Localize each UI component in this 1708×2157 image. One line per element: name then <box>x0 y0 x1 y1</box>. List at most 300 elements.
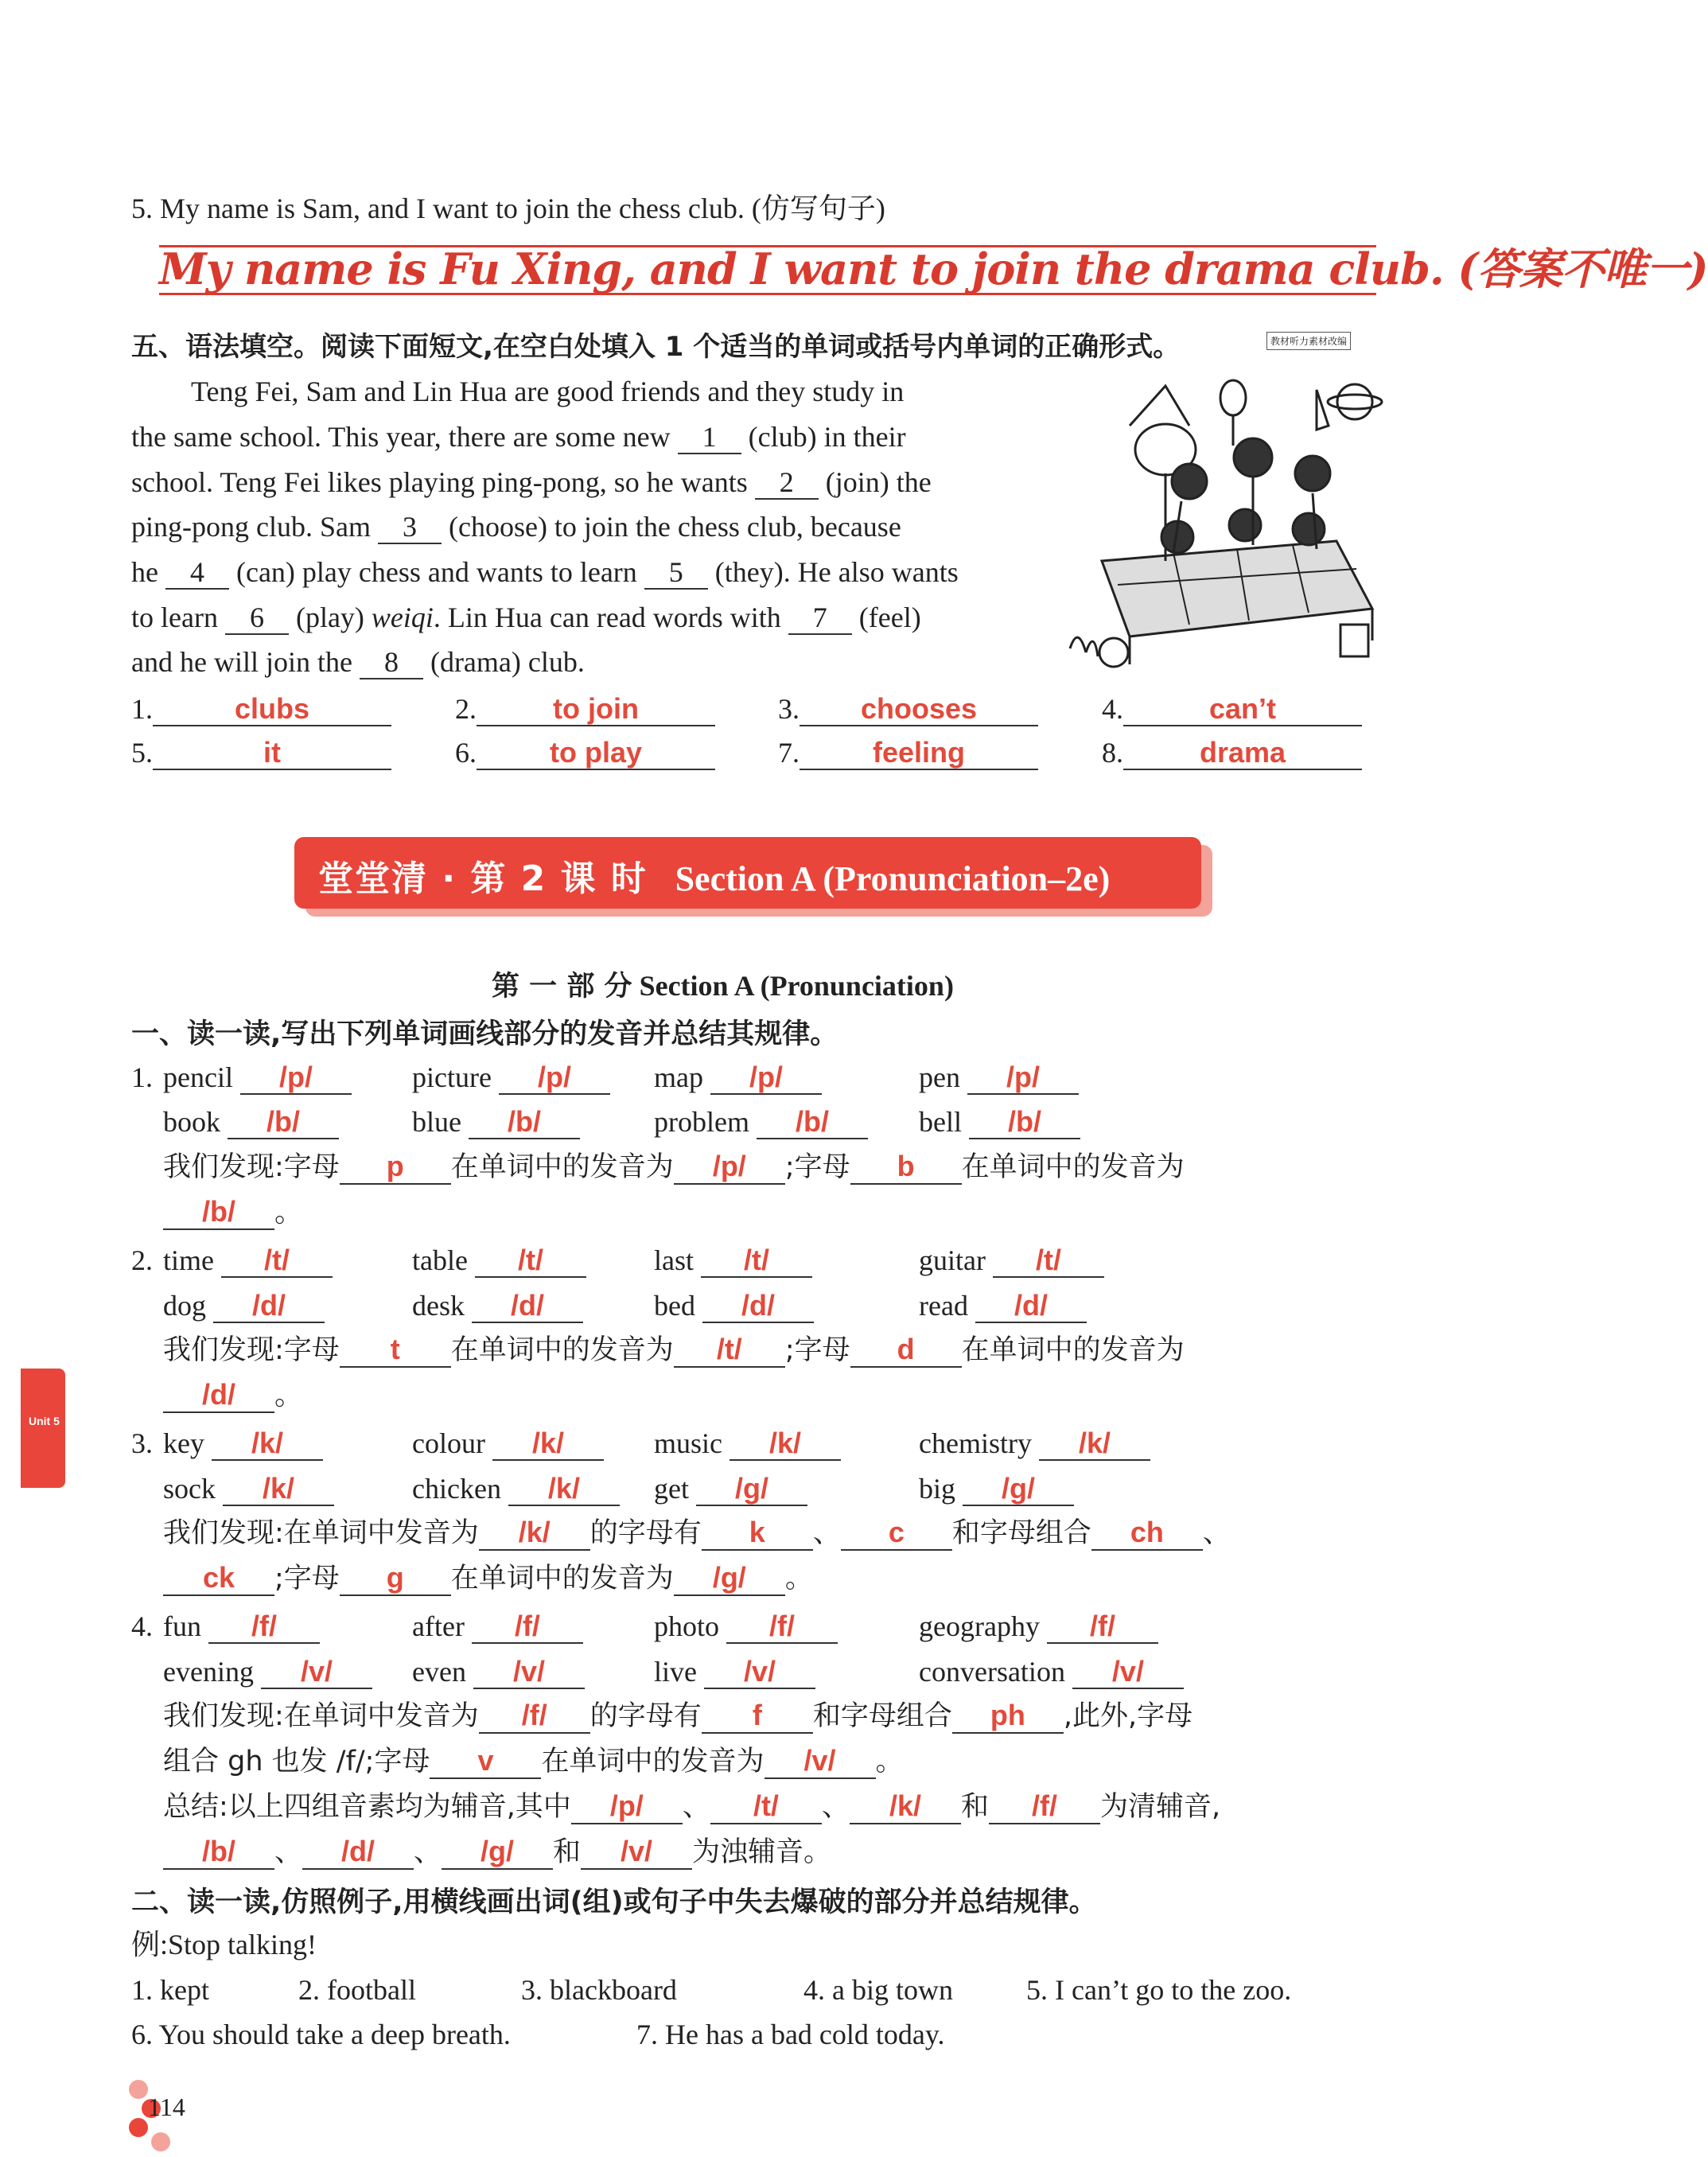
g4-row2-item2 <box>412 1653 585 1691</box>
passage-text: (they). He also wants <box>714 556 959 588</box>
answer-number: 4. <box>1102 693 1123 725</box>
sound-blank[interactable] <box>701 1244 812 1278</box>
word: pencil <box>163 1061 233 1093</box>
g1-finding <box>163 1148 1185 1186</box>
sound-answer: /p/ <box>749 1061 783 1093</box>
sound-blank[interactable] <box>442 1836 553 1870</box>
separator: 、 <box>414 1836 442 1868</box>
sound-blank[interactable] <box>261 1656 372 1689</box>
word: photo <box>654 1610 720 1642</box>
part2-title: 二、读一读,仿照例子,用横线画出词(组)或句子中失去爆破的部分并总结规律。 <box>131 1886 1097 1918</box>
answer: p <box>386 1150 404 1182</box>
summary-line-2 <box>163 1833 831 1871</box>
finding-text: 、 <box>1202 1517 1231 1549</box>
word: key <box>163 1427 204 1459</box>
decor-dot <box>129 2080 148 2099</box>
answer: t <box>390 1333 400 1365</box>
sound-blank[interactable] <box>765 1745 876 1779</box>
answer: /d/ <box>202 1378 235 1411</box>
answer-8 <box>1102 734 1362 772</box>
sound-blank[interactable] <box>702 1290 814 1323</box>
answer: /b/ <box>202 1835 235 1867</box>
g1-row1-item4 <box>919 1058 1079 1096</box>
sound-blank[interactable] <box>479 1700 590 1734</box>
finding-text: 的字母有 <box>589 1700 702 1732</box>
g3-row2-item3 <box>654 1470 807 1508</box>
answer: /t/ <box>716 1333 742 1365</box>
answer: k <box>749 1516 765 1548</box>
sound-answer: /k/ <box>531 1427 564 1459</box>
answer-number: 1. <box>131 693 153 725</box>
answer: f <box>752 1699 762 1731</box>
answer: /f/ <box>1031 1789 1057 1822</box>
sound-answer: /p/ <box>1006 1061 1040 1093</box>
sound-blank[interactable] <box>963 1473 1074 1506</box>
word: get <box>654 1473 689 1505</box>
sound-blank[interactable] <box>163 1836 274 1870</box>
letter-blank[interactable] <box>163 1562 274 1596</box>
word: bed <box>654 1290 695 1322</box>
club-illustration <box>1054 370 1388 676</box>
finding-text: 我们发现:字母 <box>163 1151 340 1183</box>
passage-italic-word: weiqi <box>371 602 434 633</box>
sound-answer: /f/ <box>251 1610 277 1642</box>
letter-blank[interactable] <box>702 1517 813 1551</box>
sound-blank[interactable] <box>674 1334 785 1368</box>
sound-blank[interactable] <box>1047 1610 1158 1644</box>
g2-row1-item1 <box>163 1241 333 1279</box>
part5-title: 五、语法填空。阅读下面短文,在空白处填入 1 个适当的单词或括号内单词的正确形式。 <box>131 331 1181 363</box>
g4-row2-item3 <box>654 1653 815 1691</box>
answer-blank[interactable] <box>800 693 1038 726</box>
part2-item-1: 1. kept <box>131 1974 209 2006</box>
sound-answer: /d/ <box>741 1289 775 1322</box>
word: read <box>919 1290 968 1322</box>
passage-text: (can) play chess and wants to learn <box>235 556 637 588</box>
part2-example: 例:Stop talking! <box>131 1929 317 1960</box>
g4-label: 4. <box>131 1610 153 1642</box>
separator: 、 <box>274 1836 303 1868</box>
section-title-en: Section A (Pronunciation) <box>639 970 954 1002</box>
lesson-banner-text <box>318 850 1110 901</box>
g2-row1-item4 <box>919 1241 1104 1279</box>
passage-text: (choose) to join the chess club, because <box>448 511 901 543</box>
summary-text: 为清辅音, <box>1099 1791 1221 1823</box>
answer-blank[interactable] <box>800 737 1038 770</box>
finding-text: ,此外,字母 <box>1063 1700 1193 1732</box>
answer-text: to join <box>553 692 639 725</box>
letter-blank[interactable] <box>340 1562 451 1596</box>
g3-row1-item4 <box>919 1424 1150 1462</box>
answer: b <box>897 1150 915 1182</box>
sound-blank[interactable] <box>212 1427 323 1461</box>
sound-answer: /b/ <box>1007 1105 1041 1138</box>
g2-row2-item4 <box>919 1287 1087 1325</box>
passage-line-4 <box>131 508 901 546</box>
passage-text: to learn <box>131 602 218 633</box>
sound-answer: /k/ <box>547 1472 580 1505</box>
answer: ck <box>202 1561 235 1594</box>
word: fun <box>163 1610 201 1642</box>
answer: c <box>888 1516 905 1548</box>
answer: /v/ <box>803 1744 836 1777</box>
blank-3[interactable]: 3 <box>378 511 442 544</box>
sound-blank[interactable] <box>302 1836 414 1870</box>
answer-1 <box>131 690 391 728</box>
finding-text: 在单词中的发音为 <box>961 1151 1185 1183</box>
word: evening <box>163 1656 254 1688</box>
g4-row2-item4 <box>919 1653 1184 1691</box>
word: colour <box>412 1427 485 1459</box>
finding-text: 。 <box>875 1746 904 1777</box>
sound-blank[interactable] <box>472 1610 583 1644</box>
sound-answer: /k/ <box>262 1472 295 1505</box>
sound-blank[interactable] <box>975 1290 1087 1323</box>
blank-6[interactable]: 6 <box>225 602 289 635</box>
sound-blank[interactable] <box>475 1244 586 1278</box>
sound-answer: /b/ <box>267 1105 300 1138</box>
sound-answer: /f/ <box>1089 1610 1115 1642</box>
g1-label: 1. <box>131 1061 153 1093</box>
sound-blank[interactable] <box>223 1473 334 1506</box>
sound-answer: /d/ <box>511 1289 544 1322</box>
word: geography <box>919 1610 1040 1642</box>
finding-text: ;字母 <box>784 1334 850 1366</box>
sound-answer: /d/ <box>252 1289 286 1322</box>
separator: 、 <box>682 1791 710 1823</box>
answer-blank[interactable] <box>477 737 715 770</box>
word: bell <box>919 1106 962 1138</box>
word: after <box>412 1610 465 1642</box>
blank-2[interactable]: 2 <box>755 466 819 500</box>
answer-number: 5. <box>131 737 153 769</box>
sound-blank[interactable] <box>213 1290 325 1323</box>
sound-blank[interactable] <box>967 1061 1079 1095</box>
passage-text: (join) the <box>825 466 932 498</box>
answer-blank[interactable] <box>1123 737 1362 770</box>
sound-blank[interactable] <box>696 1473 807 1506</box>
word: problem <box>654 1106 749 1138</box>
passage-text: and he will join the <box>131 646 352 678</box>
finding-text: 组合 gh 也发 /f/;字母 <box>163 1746 430 1777</box>
g3-finding-cont <box>163 1559 813 1598</box>
answer-2 <box>455 690 715 728</box>
unit-label: Unit 5 <box>29 1415 60 1427</box>
word: book <box>163 1106 220 1138</box>
g2-row2-item2 <box>412 1287 583 1325</box>
unit-side-tab <box>21 1369 65 1488</box>
sound-blank[interactable] <box>850 1790 961 1824</box>
g1-row2-item1 <box>163 1103 339 1141</box>
answer: d <box>897 1333 915 1365</box>
passage-text: (club) in their <box>748 421 906 453</box>
sound-answer: /p/ <box>278 1061 313 1093</box>
summary-text: 为浊辅音。 <box>692 1836 832 1868</box>
q5-prompt: 5. My name is Sam, and I want to join the chess club. (仿写句子) <box>131 193 885 224</box>
sound-answer: /t/ <box>517 1244 543 1276</box>
period: 。 <box>274 1379 304 1411</box>
part2-item-7: 7. He has a bad cold today. <box>636 2019 945 2050</box>
finding-text: 和字母组合 <box>812 1700 952 1732</box>
word: big <box>919 1473 956 1505</box>
sound-blank[interactable] <box>208 1610 320 1644</box>
g4-row1-item1 <box>163 1607 320 1645</box>
answer-3 <box>778 690 1038 728</box>
sound-blank[interactable] <box>163 1196 274 1230</box>
letter-blank[interactable] <box>952 1700 1064 1734</box>
answer-number: 6. <box>455 737 477 769</box>
sound-blank[interactable] <box>240 1061 352 1095</box>
g1-row2-item4 <box>919 1103 1080 1141</box>
finding-text: 我们发现:在单词中发音为 <box>163 1517 479 1549</box>
part1-title: 一、读一读,写出下列单词画线部分的发音并总结其规律。 <box>131 1018 838 1050</box>
word: even <box>412 1656 466 1688</box>
passage-line-2 <box>131 418 906 456</box>
g1-row1-item3 <box>654 1058 822 1096</box>
answer: /k/ <box>889 1789 921 1822</box>
sound-blank[interactable] <box>1072 1656 1184 1689</box>
sound-blank[interactable] <box>757 1106 868 1139</box>
answer-text: chooses <box>860 692 978 725</box>
part2-item-3: 3. blackboard <box>521 1974 677 2006</box>
g2-row1-item3 <box>654 1241 812 1279</box>
sound-blank[interactable] <box>674 1151 785 1185</box>
handwriting-base-line <box>159 293 1376 295</box>
g1-finding-cont <box>163 1193 303 1232</box>
finding-text: 的字母有 <box>589 1517 702 1549</box>
letter-blank[interactable] <box>340 1334 451 1368</box>
g4-row1-item4 <box>919 1607 1158 1645</box>
g3-row1-item2 <box>412 1424 604 1462</box>
answer-text: it <box>263 736 281 769</box>
sound-blank[interactable] <box>704 1656 815 1689</box>
answer: /d/ <box>341 1835 375 1867</box>
sound-answer: /v/ <box>1111 1655 1144 1688</box>
letter-blank[interactable] <box>1091 1517 1203 1551</box>
answer: /k/ <box>518 1516 551 1548</box>
page-number: 114 <box>148 2093 185 2121</box>
answer-blank[interactable] <box>153 693 391 726</box>
answer-number: 2. <box>455 693 477 725</box>
finding-text: 我们发现:在单词中发音为 <box>163 1700 479 1732</box>
sound-blank[interactable] <box>228 1106 339 1139</box>
letter-blank[interactable] <box>850 1151 962 1185</box>
sound-blank[interactable] <box>993 1244 1104 1278</box>
g1-row2-item3 <box>654 1103 868 1141</box>
sound-blank[interactable] <box>492 1427 604 1461</box>
sound-blank[interactable] <box>221 1244 333 1278</box>
passage-line-6 <box>131 598 921 637</box>
word: table <box>412 1244 468 1276</box>
answer: /b/ <box>202 1195 235 1228</box>
source-tag: 教材听力素材改编 <box>1266 332 1351 350</box>
finding-text: 在单词中的发音为 <box>450 1334 674 1366</box>
sound-answer: /g/ <box>734 1472 768 1505</box>
g2-row1-item2 <box>412 1241 586 1279</box>
passage-line-5 <box>131 553 959 591</box>
sound-blank[interactable] <box>969 1106 1080 1139</box>
sound-blank[interactable] <box>1039 1427 1150 1461</box>
g2-label: 2. <box>131 1244 153 1276</box>
answer-text: to play <box>549 736 642 769</box>
g4-finding <box>163 1697 1192 1735</box>
sound-blank[interactable] <box>710 1790 822 1824</box>
answer: /g/ <box>480 1835 515 1867</box>
letter-blank[interactable] <box>430 1745 541 1779</box>
table-shape <box>1102 541 1372 637</box>
finding-text: 、 <box>812 1517 841 1549</box>
word: time <box>163 1244 214 1276</box>
g3-row1-item1 <box>163 1424 323 1462</box>
sound-answer: /g/ <box>1002 1472 1036 1505</box>
sound-blank[interactable] <box>989 1790 1100 1824</box>
answer: /p/ <box>609 1789 644 1822</box>
letter-blank[interactable] <box>340 1151 451 1185</box>
decor-dot <box>151 2132 170 2151</box>
passage-text: he <box>131 556 158 588</box>
answer-blank[interactable] <box>477 693 715 726</box>
g4-row1-item2 <box>412 1607 583 1645</box>
section-title-cn: 第 一 部 分 <box>492 971 632 1003</box>
finding-text: 和字母组合 <box>951 1517 1091 1549</box>
blank-1[interactable]: 1 <box>678 421 741 454</box>
blank-8[interactable]: 8 <box>360 646 423 679</box>
g2-row2-item1 <box>163 1287 325 1325</box>
passage-text: the same school. This year, there are some new <box>131 421 671 453</box>
summary-text: 总结:以上四组音素均为辅音,其中 <box>163 1791 571 1823</box>
word: live <box>654 1656 697 1688</box>
banner-cn: 堂堂清 · 第 2 课 时 <box>318 859 648 899</box>
passage-text: school. Teng Fei likes playing ping-pong, so he wants <box>131 466 748 498</box>
word: sock <box>163 1473 216 1505</box>
g3-row2-item4 <box>919 1470 1074 1508</box>
answer: /v/ <box>621 1835 653 1867</box>
passage-text: (drama) club. <box>430 646 585 678</box>
part2-item-6: 6. You should take a deep breath. <box>131 2019 511 2050</box>
sound-answer: /t/ <box>744 1244 769 1276</box>
passage-text: ping-pong club. Sam <box>131 511 371 543</box>
g1-row1-item1 <box>163 1058 352 1096</box>
answer: v <box>477 1744 494 1777</box>
g4-row2-item1 <box>163 1653 372 1691</box>
letter-blank[interactable] <box>841 1517 952 1551</box>
word: conversation <box>919 1656 1065 1688</box>
separator: 和 <box>553 1836 582 1868</box>
passage-line-3 <box>131 463 932 501</box>
word: pen <box>919 1061 960 1093</box>
separator: 和 <box>960 1791 989 1823</box>
passage-text: . Lin Hua can read words with <box>433 602 781 633</box>
sound-blank[interactable] <box>726 1610 838 1644</box>
answer: ch <box>1130 1516 1164 1548</box>
sound-answer: /k/ <box>251 1427 283 1459</box>
answer-text: feeling <box>872 736 965 769</box>
sound-answer: /f/ <box>769 1610 796 1642</box>
answer-text: can’t <box>1208 692 1277 725</box>
sound-blank[interactable] <box>479 1517 590 1551</box>
answer-number: 7. <box>778 737 800 769</box>
passage-text: (play) <box>295 602 364 633</box>
word: blue <box>412 1106 461 1138</box>
g2-row2-item3 <box>654 1287 814 1325</box>
sound-blank[interactable] <box>472 1290 583 1323</box>
g3-row2-item1 <box>163 1470 334 1508</box>
letter-blank[interactable] <box>850 1334 962 1368</box>
sound-blank[interactable] <box>710 1061 822 1095</box>
answer-blank[interactable] <box>153 737 391 770</box>
g3-row1-item3 <box>654 1424 841 1462</box>
answer-text: drama <box>1199 736 1286 769</box>
sound-blank[interactable] <box>469 1106 580 1139</box>
sound-blank[interactable] <box>508 1473 620 1506</box>
sound-answer: /k/ <box>1078 1427 1111 1459</box>
part2-item-4: 4. a big town <box>803 1974 953 2006</box>
sound-answer: /b/ <box>795 1105 829 1138</box>
sound-blank[interactable] <box>163 1379 274 1413</box>
word: chicken <box>412 1473 501 1505</box>
blank-4[interactable]: 4 <box>165 556 229 590</box>
answer-7 <box>778 734 1038 772</box>
answer-blank[interactable] <box>1123 693 1362 726</box>
finding-text: 在单词中的发音为 <box>961 1334 1185 1366</box>
separator: 、 <box>821 1791 850 1823</box>
sound-blank[interactable] <box>729 1427 841 1461</box>
g2-finding <box>163 1331 1185 1369</box>
q5-answer: My name is Fu Xing, and I want to join the drama club. (答案不唯一) <box>159 243 1708 294</box>
finding-text: 在单词中的发音为 <box>541 1746 765 1777</box>
g3-label: 3. <box>131 1427 153 1459</box>
sound-blank[interactable] <box>473 1656 585 1689</box>
letter-blank[interactable] <box>702 1700 813 1734</box>
blank-7[interactable]: 7 <box>788 602 852 635</box>
period: 。 <box>274 1196 304 1228</box>
answer: /t/ <box>753 1789 779 1822</box>
passage-line-1: Teng Fei, Sam and Lin Hua are good friends and they study in <box>191 376 905 407</box>
answer: /f/ <box>521 1699 547 1731</box>
word: picture <box>412 1061 492 1093</box>
sound-answer: /k/ <box>768 1427 802 1459</box>
answer-number: 8. <box>1102 737 1123 769</box>
sound-answer: /v/ <box>300 1655 333 1688</box>
sound-blank[interactable] <box>581 1836 692 1870</box>
answer: g <box>386 1561 404 1594</box>
answer-4 <box>1102 690 1362 728</box>
blank-5[interactable]: 5 <box>644 556 708 590</box>
answer-number: 3. <box>778 693 800 725</box>
answer-text: clubs <box>234 692 310 725</box>
sound-answer: /v/ <box>512 1655 545 1688</box>
word: map <box>654 1061 703 1093</box>
answer: /p/ <box>712 1150 746 1182</box>
finding-text: 在单词中的发音为 <box>450 1151 674 1183</box>
word: desk <box>412 1290 465 1322</box>
decor-dot <box>129 2118 148 2137</box>
passage-text: (feel) <box>858 602 921 633</box>
summary-line-1 <box>163 1788 1220 1826</box>
part2-item-5: 5. I can’t go to the zoo. <box>1026 1974 1292 2006</box>
answer: ph <box>990 1699 1025 1731</box>
answer-6 <box>455 734 715 772</box>
word: dog <box>163 1290 206 1322</box>
g4-finding-cont <box>163 1742 904 1781</box>
sound-answer: /b/ <box>507 1105 541 1138</box>
word: music <box>654 1427 722 1459</box>
finding-text: ;字母 <box>274 1563 340 1594</box>
sound-blank[interactable] <box>674 1562 785 1596</box>
sound-blank[interactable] <box>499 1061 610 1095</box>
sound-blank[interactable] <box>571 1790 683 1824</box>
banner-en: Section A (Pronunciation–2e) <box>675 859 1111 898</box>
